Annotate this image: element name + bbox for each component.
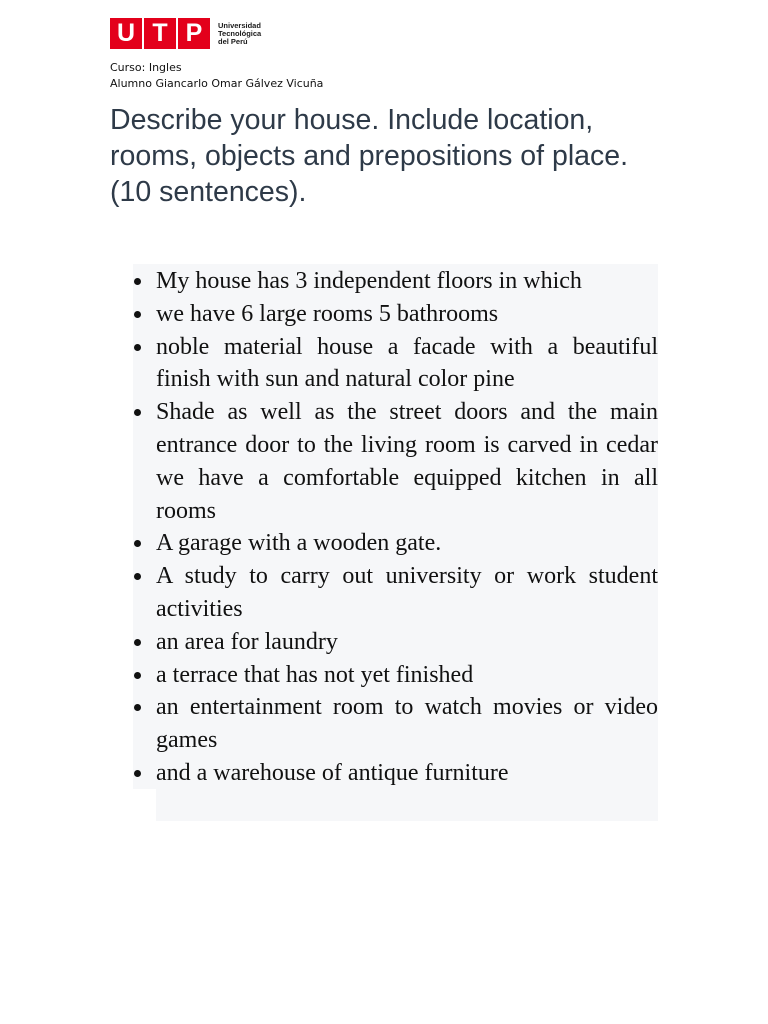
list-item-text: A study to carry out university or work student activities <box>156 563 658 622</box>
list-item-text: a terrace that has not yet finished <box>156 661 474 688</box>
bullet-icon <box>134 278 141 285</box>
bullet-icon <box>134 770 141 777</box>
list-item-text: Shade as well as the street doors and the main entrance door to the living room is carved in cedar we have a comfortable equipped kitchen in all rooms <box>156 399 658 524</box>
list-item <box>156 527 658 560</box>
logo-letter-t: T <box>144 18 176 49</box>
answer-list <box>156 265 658 790</box>
list-item-text: an entertainment room to watch movies or video games <box>156 694 658 754</box>
bullet-icon <box>134 311 141 318</box>
student-line: Alumno Giancarlo Omar Gálvez Vicuña <box>110 77 324 90</box>
list-item <box>156 659 658 692</box>
list-item-text: My house has 3 independent floors in which <box>156 268 582 294</box>
bullet-icon <box>134 344 141 351</box>
list-item-text: A garage with a wooden gate. <box>156 530 442 557</box>
list-item-text: noble material house a facade with a beautiful finish with sun and natural color pine <box>156 333 658 393</box>
list-item <box>156 331 658 397</box>
list-item-text: and a warehouse of antique furniture <box>156 759 509 786</box>
list-item <box>156 265 658 298</box>
logo-letter-p: P <box>178 18 210 49</box>
logo-name-line: Tecnológica <box>218 28 262 38</box>
list-item <box>156 757 658 790</box>
logo-name-line: Universidad <box>218 20 261 30</box>
course-line: Curso: Ingles <box>110 61 182 74</box>
list-item <box>156 396 658 527</box>
logo-letter-u: U <box>110 18 142 49</box>
bullet-icon <box>134 639 141 646</box>
bullet-icon <box>134 672 141 679</box>
utp-logo <box>110 18 261 49</box>
logo-name-line: del Perú <box>218 36 248 46</box>
list-item <box>156 560 658 626</box>
list-item-text: an area for laundry <box>156 628 338 655</box>
list-item <box>156 298 658 331</box>
document-meta <box>110 60 323 92</box>
list-item-text: we have 6 large rooms 5 bathrooms <box>156 300 499 327</box>
list-item <box>156 626 658 659</box>
list-item <box>156 691 658 757</box>
logo-university-name <box>218 22 261 46</box>
assignment-prompt: Describe your house. Include location, rooms, objects and prepositions of place. (10 sentences). <box>110 104 629 208</box>
